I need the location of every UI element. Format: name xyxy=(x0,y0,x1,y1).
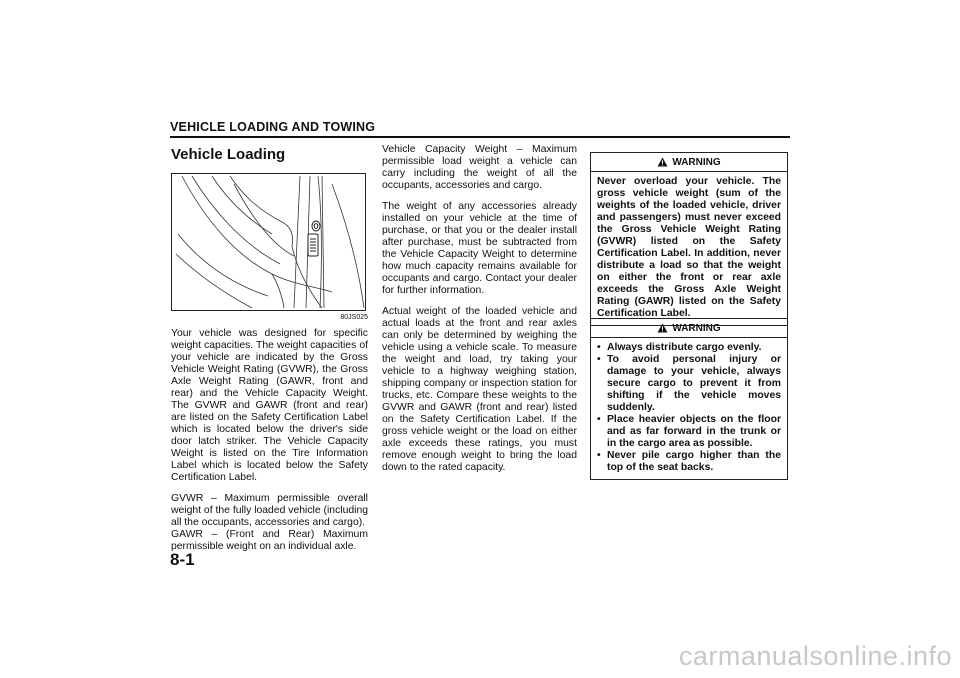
column-2 xyxy=(382,144,577,483)
warning-triangle-icon xyxy=(657,157,668,167)
section-title: Vehicle Loading xyxy=(171,146,286,163)
list-item-text: Always distribute cargo evenly. xyxy=(607,342,762,353)
figure-id: 80JS025 xyxy=(340,314,368,321)
warning-header xyxy=(591,319,787,338)
paragraph: GAWR – (Front and Rear) Maximum permissible weight on an individual axle. xyxy=(171,529,368,552)
list-item xyxy=(597,342,781,354)
watermark: carmanualsonline.info xyxy=(678,641,952,671)
bullet: • xyxy=(597,450,601,461)
warning-triangle-icon xyxy=(657,323,668,333)
list-item-text: To avoid personal injury or damage to your vehicle, always secure cargo to prevent it from shifting if the vehicle moves suddenly. xyxy=(607,354,781,413)
list-item xyxy=(597,450,781,474)
warning-text: Never overload your vehicle. The gross vehicle weight (sum of the weights of the loaded vehicle, driver and passengers) must never exceed the Gross Vehicle Weight Rating (GVWR) listed on the Safety Certification Label. In addition, never distribute a load so that the weight on either the front or rear axle exceeds the Gross Axle Weight Rating (GAWR) listed on the Safety Certification Label. xyxy=(597,176,781,319)
list-item xyxy=(597,354,781,414)
header-rule xyxy=(170,136,790,138)
paragraph: Vehicle Capacity Weight – Maximum permissible load weight a vehicle can carry including the weight of all the occupants, accessories and cargo. xyxy=(382,144,577,191)
chapter-header: VEHICLE LOADING AND TOWING xyxy=(170,120,376,134)
page-number: 8-1 xyxy=(170,550,195,569)
warning-box-cargo xyxy=(590,318,788,480)
list-item-text: Never pile cargo higher than the top of the seat backs. xyxy=(607,450,781,473)
list-item xyxy=(597,414,781,450)
bullet: • xyxy=(597,354,601,365)
warning-label: WARNING xyxy=(672,156,721,168)
paragraph: The weight of any accessories already installed on your vehicle at the time of purchase, or that you or the dealer install after purchase, must be subtracted from the Vehicle Capacity Weight to determine how much capacity remains available for occupants and cargo. Contact your dealer for further information. xyxy=(382,201,577,296)
door-pillar-illustration xyxy=(171,173,366,311)
column-1 xyxy=(171,144,368,562)
warning-header xyxy=(591,153,787,172)
paragraph: Actual weight of the loaded vehicle and actual loads at the front and rear axles can only be determined by weighing the vehicle using a vehicle scale. To measure the weight and load, try taking your vehicle to a highway weighing station, shipping company or inspection station for trucks, etc. Compare these weights to the GVWR and GAWR (front and rear) listed on the Safety Certification Label. If the gross vehicle weight or the load on either axle exceeds these ratings, you must remove enough weight to bring the load down to the rated capacity. xyxy=(382,306,577,473)
door-pillar-drawing xyxy=(172,174,365,310)
warning-label: WARNING xyxy=(672,322,721,334)
warning-box-overload xyxy=(590,152,788,326)
bullet: • xyxy=(597,342,601,353)
paragraph: Your vehicle was designed for specific weight capacities. The weight capacities of your vehicle are indicated by the Gross Vehicle Weight Rating (GVWR), the Gross Axle Weight Rating (GAWR, front and rear) and the Vehicle Capacity Weight. The GVWR and GAWR (front and rear) are listed on the Safety Certification Label which is located below the driver's side door latch striker. The Vehicle Capacity Weight is listed on the Tire Information Label which is located below the Safety Certification Label. xyxy=(171,328,368,483)
warning-list xyxy=(591,338,787,479)
list-item-text: Place heavier objects on the floor and as far forward in the trunk or in the cargo area as possible. xyxy=(607,414,781,449)
paragraph: GVWR – Maximum permissible overall weight of the fully loaded vehicle (including all the occupants, accessories and cargo). xyxy=(171,493,368,528)
bullet: • xyxy=(597,414,601,425)
